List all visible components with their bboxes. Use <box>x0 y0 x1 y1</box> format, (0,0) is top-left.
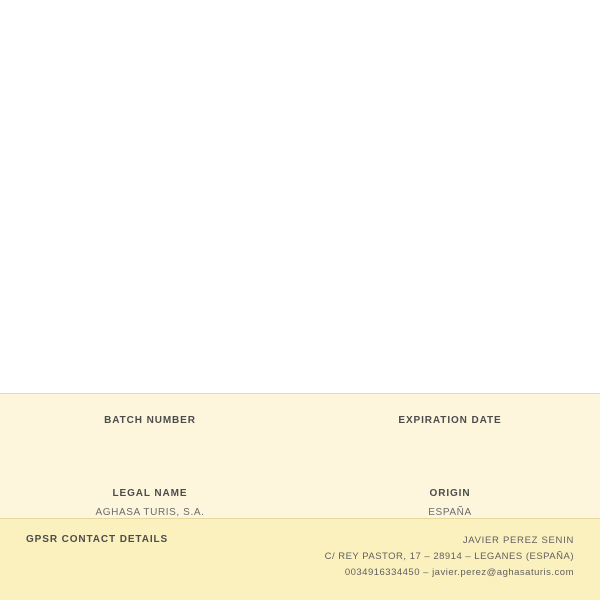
origin-value: ESPAÑA <box>428 507 472 518</box>
info-row-batch-expiration <box>0 414 600 447</box>
gpsr-contact-band <box>0 518 600 600</box>
product-info-panel <box>0 393 600 518</box>
gpsr-contact-details <box>325 533 574 581</box>
gpsr-contact-phone: 0034916334450 <box>344 567 420 578</box>
gpsr-contact-phone-email <box>325 565 574 581</box>
gpsr-contact-separator: – <box>420 567 433 578</box>
field-origin <box>300 487 600 520</box>
field-expiration-date <box>300 414 600 447</box>
gpsr-contact-title: GPSR CONTACT DETAILS <box>26 534 169 545</box>
expiration-date-label: EXPIRATION DATE <box>398 415 502 426</box>
gpsr-contact-email[interactable]: javier.perez@aghasaturis.com <box>432 567 574 578</box>
batch-number-label: BATCH NUMBER <box>104 415 196 426</box>
legal-name-value: AGHASA TURIS, S.A. <box>95 507 205 518</box>
batch-number-value <box>0 433 300 447</box>
info-row-legalname-origin <box>0 487 600 520</box>
legal-name-label: LEGAL NAME <box>112 488 188 499</box>
expiration-date-value <box>300 433 600 447</box>
field-batch-number <box>0 414 300 447</box>
gpsr-contact-name: JAVIER PEREZ SENIN <box>462 535 574 546</box>
info-row-spacer <box>0 447 600 487</box>
field-legal-name <box>0 487 300 520</box>
gpsr-contact-address: C/ REY PASTOR, 17 – 28914 – LEGANES (ESPAÑA) <box>324 551 574 562</box>
origin-label: ORIGIN <box>429 488 471 499</box>
